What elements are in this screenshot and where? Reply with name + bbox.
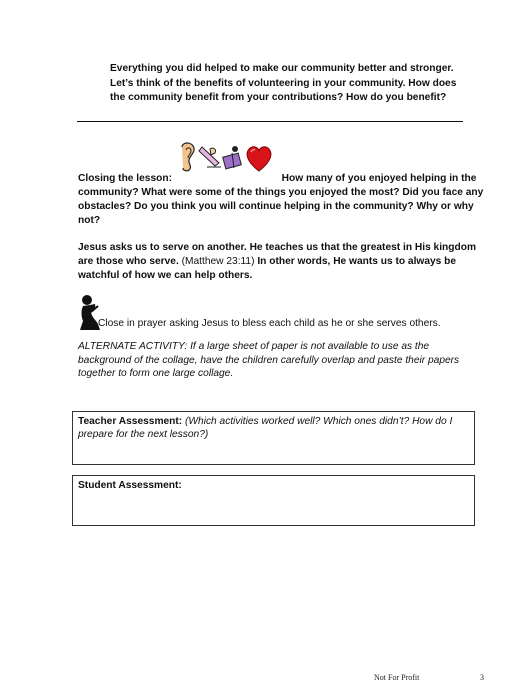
page-number: 3 — [480, 673, 484, 682]
closing-label: Closing the lesson: — [78, 173, 172, 184]
student-assessment-box[interactable] — [72, 475, 475, 526]
teacher-assessment-box[interactable] — [72, 411, 475, 465]
divider-line — [77, 121, 463, 122]
ear-icon — [182, 143, 194, 171]
intro-line-3: the community benefit from your contributions? How do you benefit? — [110, 92, 447, 103]
teacher-assessment-hint: (Which activities worked well? Which ones didn’t? How do I prepare for the next lesson?) — [78, 416, 453, 440]
closing-section — [78, 155, 488, 228]
footer-text: Not For Profit — [374, 673, 420, 682]
teacher-assessment-label: Teacher Assessment: — [78, 416, 183, 427]
jesus-text: Jesus asks us to serve on another. He teaches us that the greatest in His kingdom are those who serve. — [78, 242, 477, 267]
jesus-paragraph — [78, 241, 478, 283]
gift-icon — [223, 146, 242, 169]
intro-paragraph — [110, 62, 490, 106]
closing-text: How many of you enjoyed helping in the community? What were some of the things you enjoyed the most? Did you face any obstacles? Do you think you will continue helping in the community? Why or why not? — [78, 173, 484, 226]
intro-line-2: Let’s think of the benefits of volunteering in your community. How does — [110, 77, 457, 89]
writing-hand-icon — [199, 147, 221, 167]
alternate-activity: ALTERNATE ACTIVITY: If a large sheet of paper is not available to use as the background of the collage, have the children carefully overlap and paste their papers together to form one large collage. — [78, 341, 460, 379]
scripture-reference: (Matthew 23:11) — [181, 256, 255, 267]
prayer-text: Close in prayer asking Jesus to bless each child as he or she serves others. — [98, 318, 441, 329]
student-assessment-label: Student Assessment: — [78, 480, 182, 491]
closing-icons — [177, 155, 277, 185]
jesus-text-2: In other words, He wants us to always be watchful of how we can help others. — [78, 256, 457, 281]
intro-line-1: Everything you did helped to make our community better and stronger. — [110, 63, 454, 74]
closing-icons-svg — [177, 141, 277, 175]
heart-icon — [247, 147, 271, 171]
prayer-section — [78, 294, 498, 334]
